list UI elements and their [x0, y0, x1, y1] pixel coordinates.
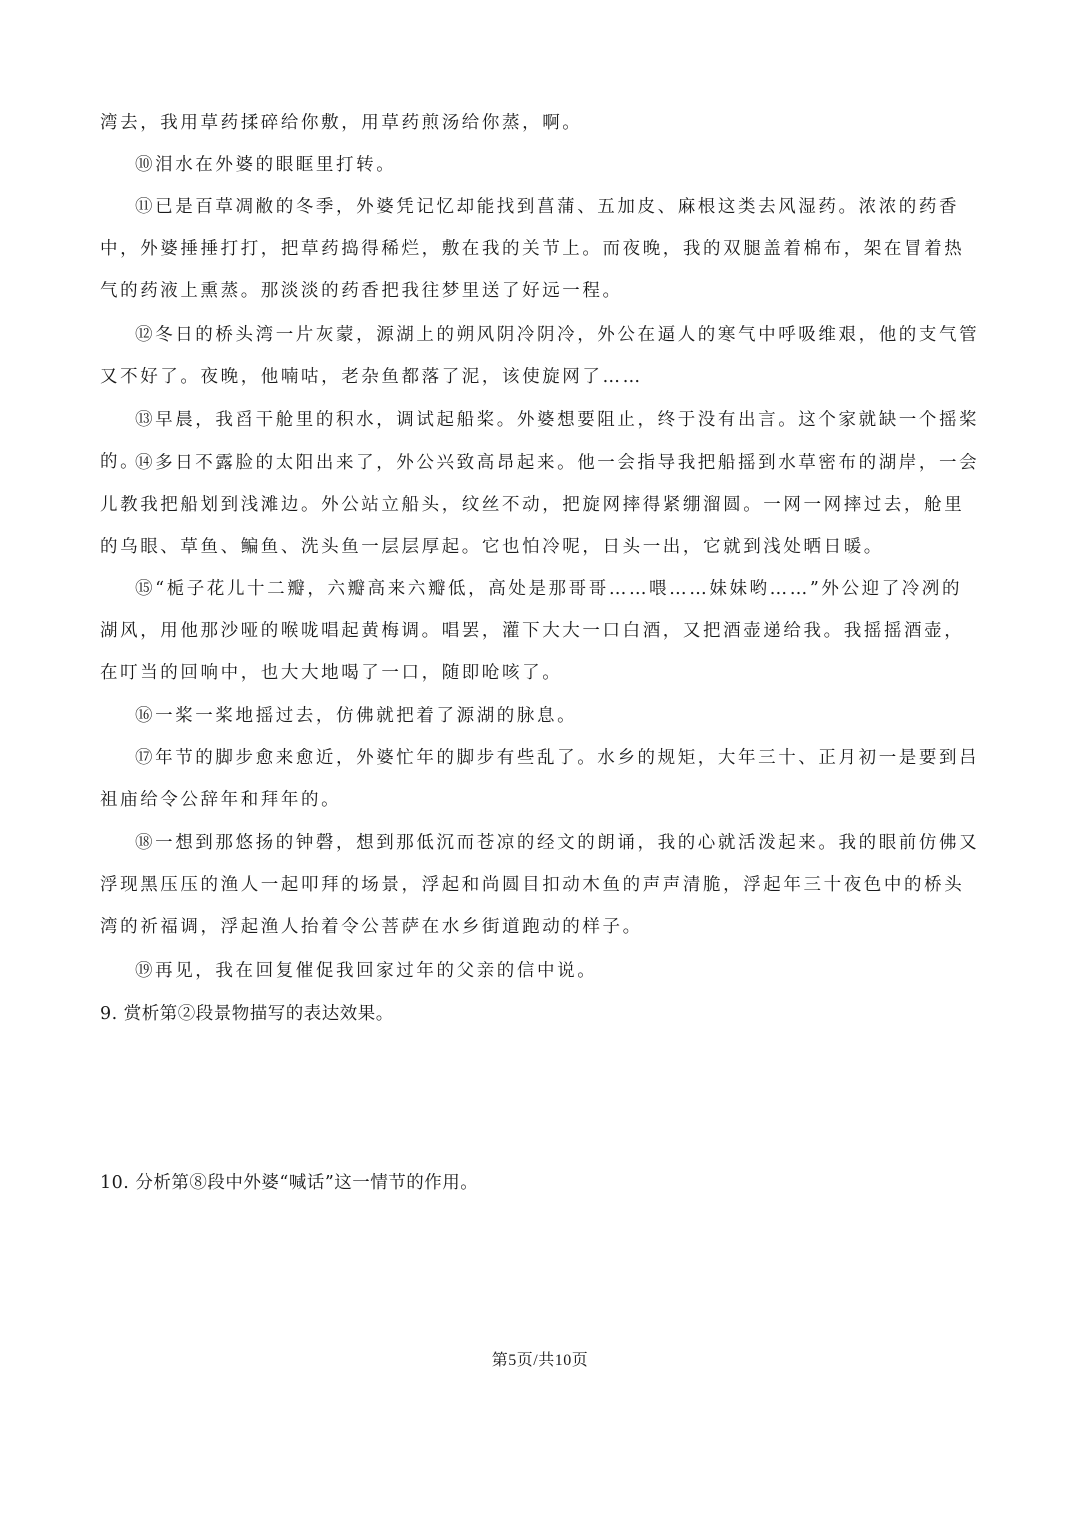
paragraph-12: ⑫冬日的桥头湾一片灰蒙，源湖上的朔风阴冷阴冷，外公在逼人的寒气中呼吸维艰，他的支气管又不好了。夜晚，他喃咕，老杂鱼都落了泥，该使旋网了……: [100, 325, 980, 387]
paragraph-18: ⑱一想到那悠扬的钟磬，想到那低沉而苍凉的经文的朗诵，我的心就活泼起来。我的眼前仿佛又浮现黑压压的渔人一起叩拜的场景，浮起和尚圆目扣动木鱼的声声清脆，浮起年三十夜色中的桥头湾的祈福调，浮起渔人抬着令公菩萨在水乡街道跑动的样子。: [100, 833, 980, 937]
paragraph-19: ⑲再见，我在回复催促我回家过年的父亲的信中说。: [135, 961, 598, 981]
page-number-footer: 第5页/共10页: [491, 1352, 589, 1369]
question-9: 9. 赏析第②段景物描写的表达效果。: [100, 1004, 394, 1024]
question-10: 10. 分析第⑧段中外婆“喊话”这一情节的作用。: [100, 1173, 479, 1193]
paragraph-16: ⑯一桨一桨地摇过去，仿佛就把着了源湖的脉息。: [135, 706, 578, 726]
paragraph-11: ⑪已是百草凋敝的冬季，外婆凭记忆却能找到菖蒲、五加皮、麻根这类去风湿药。浓浓的药香中，外婆捶捶打打，把草药捣得稀烂，敷在我的关节上。而夜晚，我的双腿盖着棉布，架在冒着热气的药液上熏蒸。那淡淡的药香把我往梦里送了好远一程。: [100, 197, 965, 301]
paragraph-10: ⑩泪水在外婆的眼眶里打转。: [135, 155, 397, 175]
paragraph-continuation: 湾去，我用草药揉碎给你敷，用草药煎汤给你蒸，啊。: [100, 113, 583, 133]
paragraph-14: ⑭多日不露脸的太阳出来了，外公兴致高昂起来。他一会指导我把船摇到水草密布的湖岸，一会儿教我把船划到浅滩边。外公站立船头，纹丝不动，把旋网摔得紧绷溜圆。一网一网摔过去，舱里的乌眼、草鱼、鳊鱼、洗头鱼一层层厚起。它也怕冷呢，日头一出，它就到浅处晒日暖。: [100, 453, 980, 557]
paragraph-13: ⑬早晨，我舀干舱里的积水，调试起船桨。外婆想要阻止，终于没有出言。这个家就缺一个摇桨的。: [100, 410, 980, 472]
paragraph-17: ⑰年节的脚步愈来愈近，外婆忙年的脚步有些乱了。水乡的规矩，大年三十、正月初一是要到吕祖庙给令公辞年和拜年的。: [100, 748, 980, 810]
paragraph-15: ⑮“栀子花儿十二瓣，六瓣高来六瓣低，高处是那哥哥……喂……妹妹哟……”外公迎了冷冽的湖风，用他那沙哑的喉咙唱起黄梅调。唱罢，灌下大大一口白酒，又把酒壶递给我。我摇摇酒壶，在叮当的回响中，也大大地喝了一口，随即呛咳了。: [100, 579, 965, 683]
